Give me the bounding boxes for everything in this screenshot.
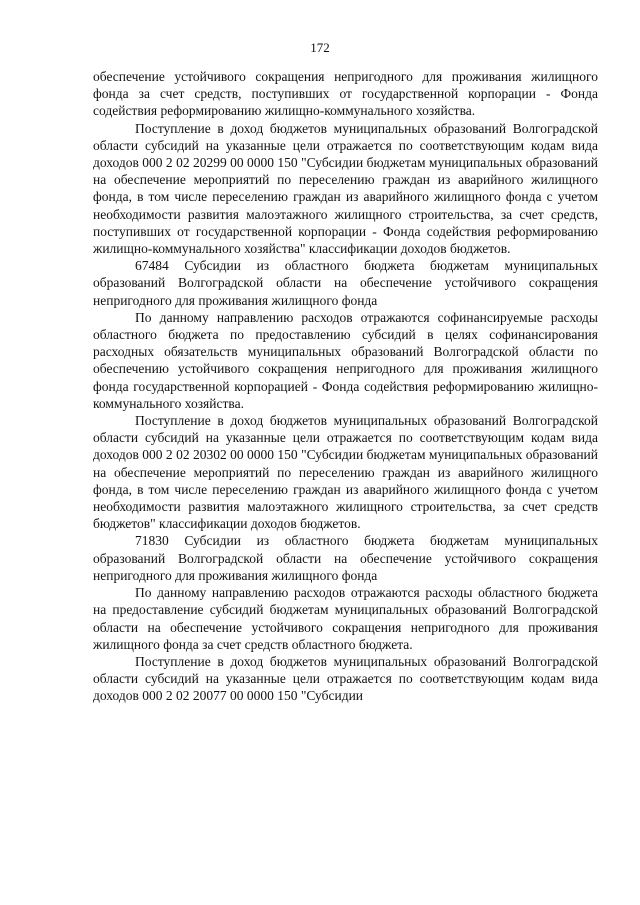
paragraph: 71830 Субсидии из областного бюджета бюджетам муниципальных образований Волгоградской области на обеспечение устойчивого сокращения непригодного для проживания жилищного фонда [93,533,598,583]
paragraph: 67484 Субсидии из областного бюджета бюджетам муниципальных образований Волгоградской области на обеспечение устойчивого сокращения непригодного для проживания жилищного фонда [93,258,598,308]
paragraph: обеспечение устойчивого сокращения непригодного для проживания жилищного фонда за счет средств, поступивших от государственной корпорации - Фонда содействия реформированию жилищно-коммунального хозяйства. [93,69,598,119]
paragraph: По данному направлению расходов отражаются софинансируемые расходы областного бюджета по предоставлению субсидий в целях софинансирования расходных обязательств муниципальных образований Волгоградской области по обеспечению устойчивого сокращения непригодного для проживания жилищного фонда государственной корпорацией - Фонда содействия реформированию жилищно-коммунального хозяйства. [93,309,598,411]
paragraph: Поступление в доход бюджетов муниципальных образований Волгоградской области субсидий на указанные цели отражается по соответствующим кодам вида доходов 000 2 02 20302 00 0000 150 "Субсидии бюджетам муниципальных образований на обеспечение мероприятий по переселению граждан из аварийного жилищного фонда, в том числе переселению граждан из аварийного жилищного фонда с учетом необходимости развития малоэтажного жилищного строительства, за счет средств бюджетов" классификации доходов бюджетов. [93,413,598,532]
document-body [93,68,598,705]
paragraph: Поступление в доход бюджетов муниципальных образований Волгоградской области субсидий на указанные цели отражается по соответствующим кодам вида доходов 000 2 02 20299 00 0000 150 "Субсидии бюджетам муниципальных образований на обеспечение мероприятий по переселению граждан из аварийного жилищного фонда, в том числе переселению граждан из аварийного жилищного фонда с учетом необходимости развития малоэтажного жилищного строительства, за счет средств, поступивших от государственной корпорации - Фонда содействия реформированию жилищно-коммунального хозяйства" классификации доходов бюджетов. [93,120,598,257]
paragraph: Поступление в доход бюджетов муниципальных образований Волгоградской области субсидий на указанные цели отражается по соответствующим кодам вида доходов 000 2 02 20077 00 0000 150 "Субсидии [93,653,598,704]
page-number: 172 [310,40,330,55]
paragraph: По данному направлению расходов отражаются расходы областного бюджета на предоставление субсидий бюджетам муниципальных образований Волгоградской области на обеспечение устойчивого сокращения непригодного для проживания жилищного фонда за счет средств областного бюджета. [93,585,598,652]
